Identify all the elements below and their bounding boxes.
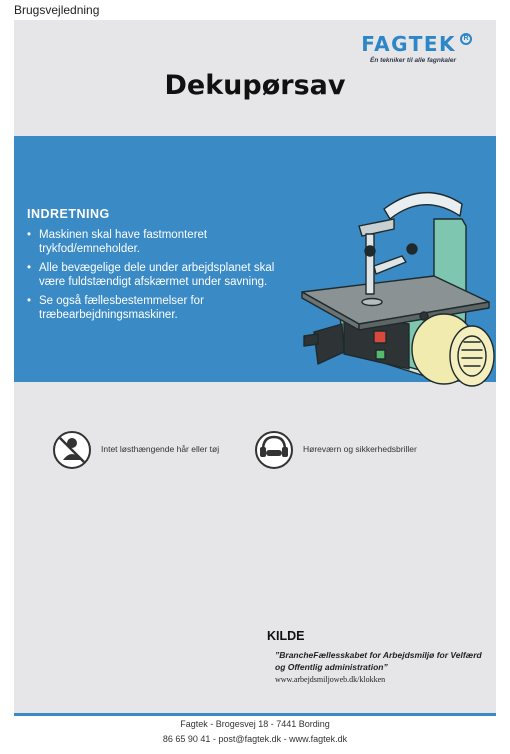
logo-tagline: Én tekniker til alle fagnkaler bbox=[370, 57, 456, 64]
no-loose-hair-clothing-icon bbox=[52, 430, 92, 470]
pictogram-label: Høreværn og sikkerhedsbriller bbox=[303, 444, 417, 454]
registered-mark-icon: R bbox=[460, 33, 472, 45]
list-item: • Se også fællesbestemmelser for træbearbejdningsmaskiner. bbox=[27, 294, 297, 322]
list-item: • Maskinen skal have fastmonteret trykfod/emneholder. bbox=[27, 228, 297, 256]
footer-divider bbox=[14, 713, 496, 716]
list-item: • Alle bevægelige dele under arbejdsplanet skal være fuldstændigt afskærmet under savning. bbox=[27, 261, 297, 289]
kilde-source: ”BrancheFællesskabet for Arbejdsmiljø for Velfærd og Offentlig administration” bbox=[275, 650, 482, 672]
indretning-heading: INDRETNING bbox=[27, 207, 110, 221]
indretning-list bbox=[27, 228, 297, 327]
footer-contact: 86 65 90 41 - post@fagtek.dk - www.fagtek.dk bbox=[162, 734, 348, 744]
pictogram-label: Intet løsthængende hår eller tøj bbox=[101, 444, 220, 454]
info-sheet bbox=[14, 20, 496, 716]
kilde-url[interactable]: www.arbejdsmiljoweb.dk/klokken bbox=[275, 675, 386, 684]
hearing-eye-protection-icon bbox=[254, 430, 294, 470]
document-label: Brugsvejledning bbox=[14, 3, 100, 17]
kilde-heading: KILDE bbox=[267, 629, 305, 643]
footer-address: Fagtek - Brogesvej 18 - 7441 Bording bbox=[180, 719, 330, 729]
logo-wordmark: FAGTEK bbox=[361, 32, 456, 56]
page-title: Dekupørsav bbox=[164, 70, 346, 101]
scroll-saw-illustration bbox=[284, 174, 496, 410]
